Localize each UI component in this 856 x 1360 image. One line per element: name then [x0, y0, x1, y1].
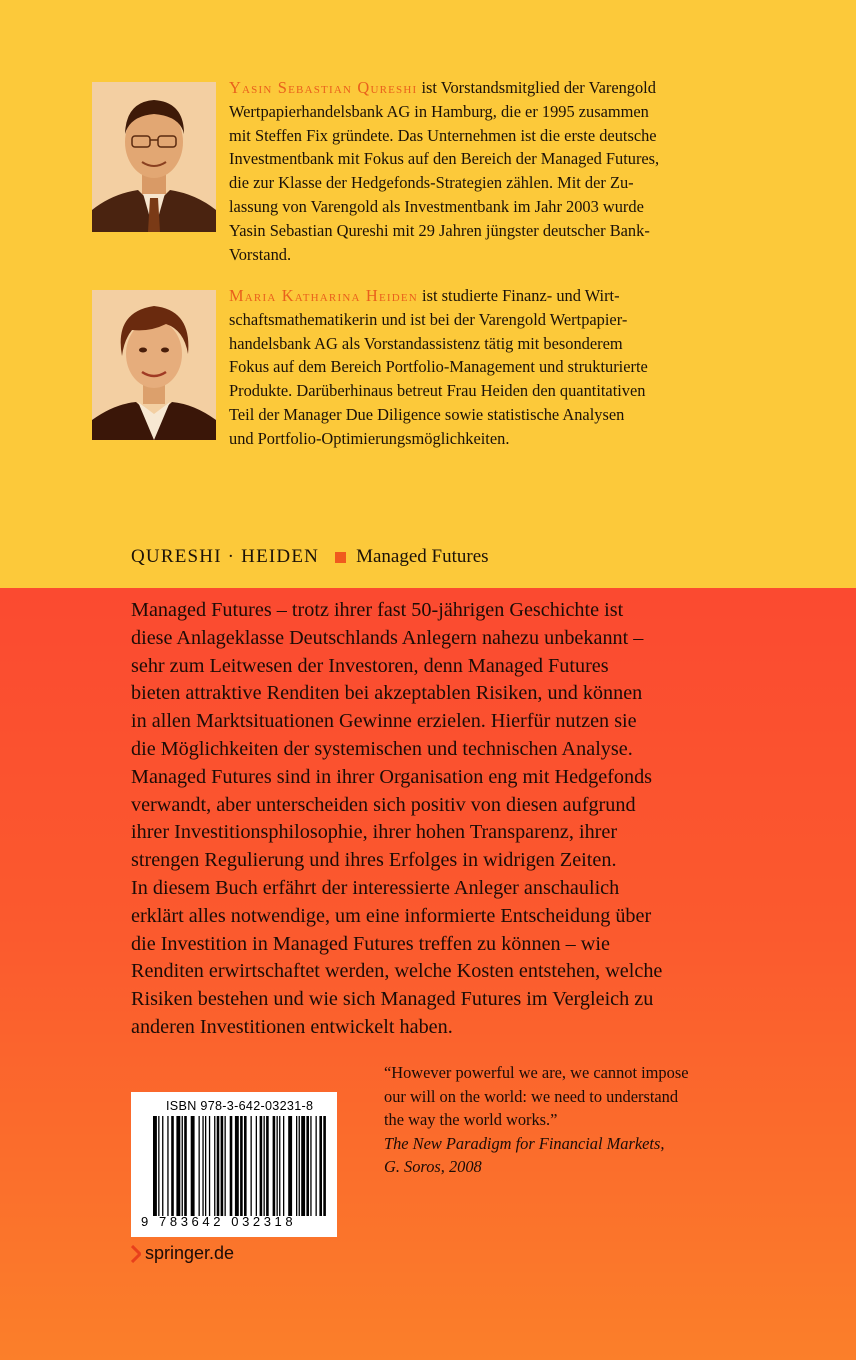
blurb-line: anderen Investitionen entwickelt haben. — [131, 1015, 453, 1038]
barcode-bar — [225, 1116, 226, 1216]
chevron-right-icon — [131, 1245, 141, 1263]
blurb-line: ihrer Investitionsphilosophie, ihrer hohen Transparenz, ihrer — [131, 821, 618, 844]
barcode-bar — [235, 1116, 239, 1216]
blurb-line: strengen Regulierung und ihres Erfolges in widrigen Zeiten. — [131, 849, 617, 872]
isbn-digits: 9 783642 032318 — [141, 1214, 297, 1229]
author-photo-heiden — [92, 290, 216, 440]
barcode-bar — [202, 1116, 203, 1216]
quote-line: “However powerful we are, we cannot impose — [384, 1063, 689, 1082]
barcode-bars — [151, 1116, 331, 1216]
book-title-line — [131, 546, 489, 568]
book-authors: QURESHI · HEIDEN — [131, 546, 320, 567]
author-bio-heiden: Maria Katharina Heiden ist studierte Finanz- und Wirt- schaftsmathematikerin und ist bei der Varengold Wertpapier- handelsbank AG als Vorstandassistenz tätig mit besonderem Fokus auf dem Bereich Portfolio-Management und strukturierte Produkte. Darüberhinaus betreut Frau Heiden den quantitativen Teil der Manager Due Diligence sowie statistische Analysen und Portfolio-Optimierungsmöglichkeiten. — [229, 286, 648, 448]
quote-line: our will on the world: we need to understand — [384, 1086, 679, 1106]
barcode-bar — [273, 1116, 276, 1216]
barcode-bar — [230, 1116, 233, 1216]
barcode-bar — [288, 1116, 292, 1216]
blurb-line: sehr zum Leitwesen der Investoren, denn Managed Futures — [131, 654, 609, 677]
square-bullet-icon — [335, 552, 346, 563]
isbn-barcode — [131, 1092, 337, 1237]
barcode-bar — [296, 1116, 297, 1216]
barcode-bar — [176, 1116, 180, 1216]
barcode-bar — [167, 1116, 168, 1216]
author-name: Yasin Sebastian Qureshi — [229, 78, 418, 97]
barcode-bar — [153, 1116, 157, 1216]
barcode-bar — [299, 1116, 300, 1216]
barcode-bar — [158, 1116, 159, 1216]
barcode-bar — [306, 1116, 309, 1216]
book-title: Managed Futures — [356, 546, 489, 567]
isbn-label: ISBN 978-3-642-03231-8 — [166, 1099, 314, 1113]
barcode-bar — [162, 1116, 163, 1216]
barcode-bar — [217, 1116, 220, 1216]
quote-source: The New Paradigm for Financial Markets, — [384, 1133, 665, 1153]
blurb-line: Risiken bestehen und wie sich Managed Futures im Vergleich zu — [131, 988, 654, 1011]
barcode-bar — [214, 1116, 215, 1216]
barcode-bar — [251, 1116, 252, 1216]
barcode-bar — [205, 1116, 206, 1216]
author-name: Maria Katharina Heiden — [229, 286, 418, 305]
barcode-bar — [256, 1116, 257, 1216]
barcode-bar — [221, 1116, 224, 1216]
barcode-bar — [199, 1116, 200, 1216]
blurb-line: Managed Futures – trotz ihrer fast 50-jährigen Geschichte ist — [131, 599, 624, 621]
blurb-line: diese Anlageklasse Deutschlands Anlegern nahezu unbekannt – — [131, 626, 644, 649]
barcode-bar — [323, 1116, 326, 1216]
blurb-line: Renditen erwirtschaftet werden, welche Kosten entstehen, welche — [131, 960, 663, 983]
barcode-bar — [260, 1116, 263, 1216]
quote-source: G. Soros, 2008 — [384, 1157, 482, 1176]
publisher-url[interactable]: springer.de — [131, 1243, 234, 1264]
barcode-bar — [240, 1116, 243, 1216]
blurb-line: die Möglichkeiten der systemischen und technischen Analyse. — [131, 737, 633, 760]
blurb-line: In diesem Buch erfährt der interessierte Anleger anschaulich — [131, 876, 620, 899]
barcode-bar — [310, 1116, 311, 1216]
blurb-line: die Investition in Managed Futures treffen zu können – wie — [131, 932, 610, 955]
soros-quote — [384, 1061, 754, 1179]
barcode-bar — [244, 1116, 247, 1216]
barcode-bar — [319, 1116, 322, 1216]
quote-line: the way the world works.” — [384, 1110, 558, 1129]
blurb-line: Managed Futures sind in ihrer Organisation eng mit Hedgefonds — [131, 765, 653, 788]
blurb-line: verwandt, aber unterscheiden sich positiv von diesen aufgrund — [131, 793, 636, 816]
author-bio-qureshi: Yasin Sebastian Qureshi ist Vorstandsmitglied der Varengold Wertpapierhandelsbank AG in Hamburg, die er 1995 zusammen mit Steffen Fix gründete. Das Unternehmen ist die erste deutsche Investmentbank mit Fokus auf den Bereich der Managed Futures, die zur Klasse der Hedgefonds-Strategien zählen. Mit der Zu- lassung von Varengold als Investmentbank im Jahr 2003 wurde Yasin Sebastian Qureshi mit 29 Jahren jüngster deutscher Bank- Vorstand. — [229, 78, 660, 264]
blurb-line: bieten attraktive Renditen bei akzeptablen Risiken, und können — [131, 682, 643, 705]
blurb-line: in allen Marktsituationen Gewinne erzielen. Hierfür nutzen sie — [131, 710, 637, 733]
barcode-bar — [184, 1116, 187, 1216]
barcode-bar — [264, 1116, 265, 1216]
barcode-bar — [301, 1116, 305, 1216]
blurb-line: erklärt alles notwendige, um eine informierte Entscheidung über — [131, 904, 652, 927]
barcode-bar — [283, 1116, 284, 1216]
barcode-bar — [171, 1116, 174, 1216]
barcode-bar — [316, 1116, 317, 1216]
author-photo-qureshi — [92, 82, 216, 232]
barcode-bar — [266, 1116, 269, 1216]
barcode-bar — [279, 1116, 280, 1216]
book-blurb — [131, 597, 751, 1042]
barcode-bar — [182, 1116, 183, 1216]
barcode-bar — [277, 1116, 278, 1216]
barcode-bar — [209, 1116, 210, 1216]
barcode-bar — [191, 1116, 195, 1216]
